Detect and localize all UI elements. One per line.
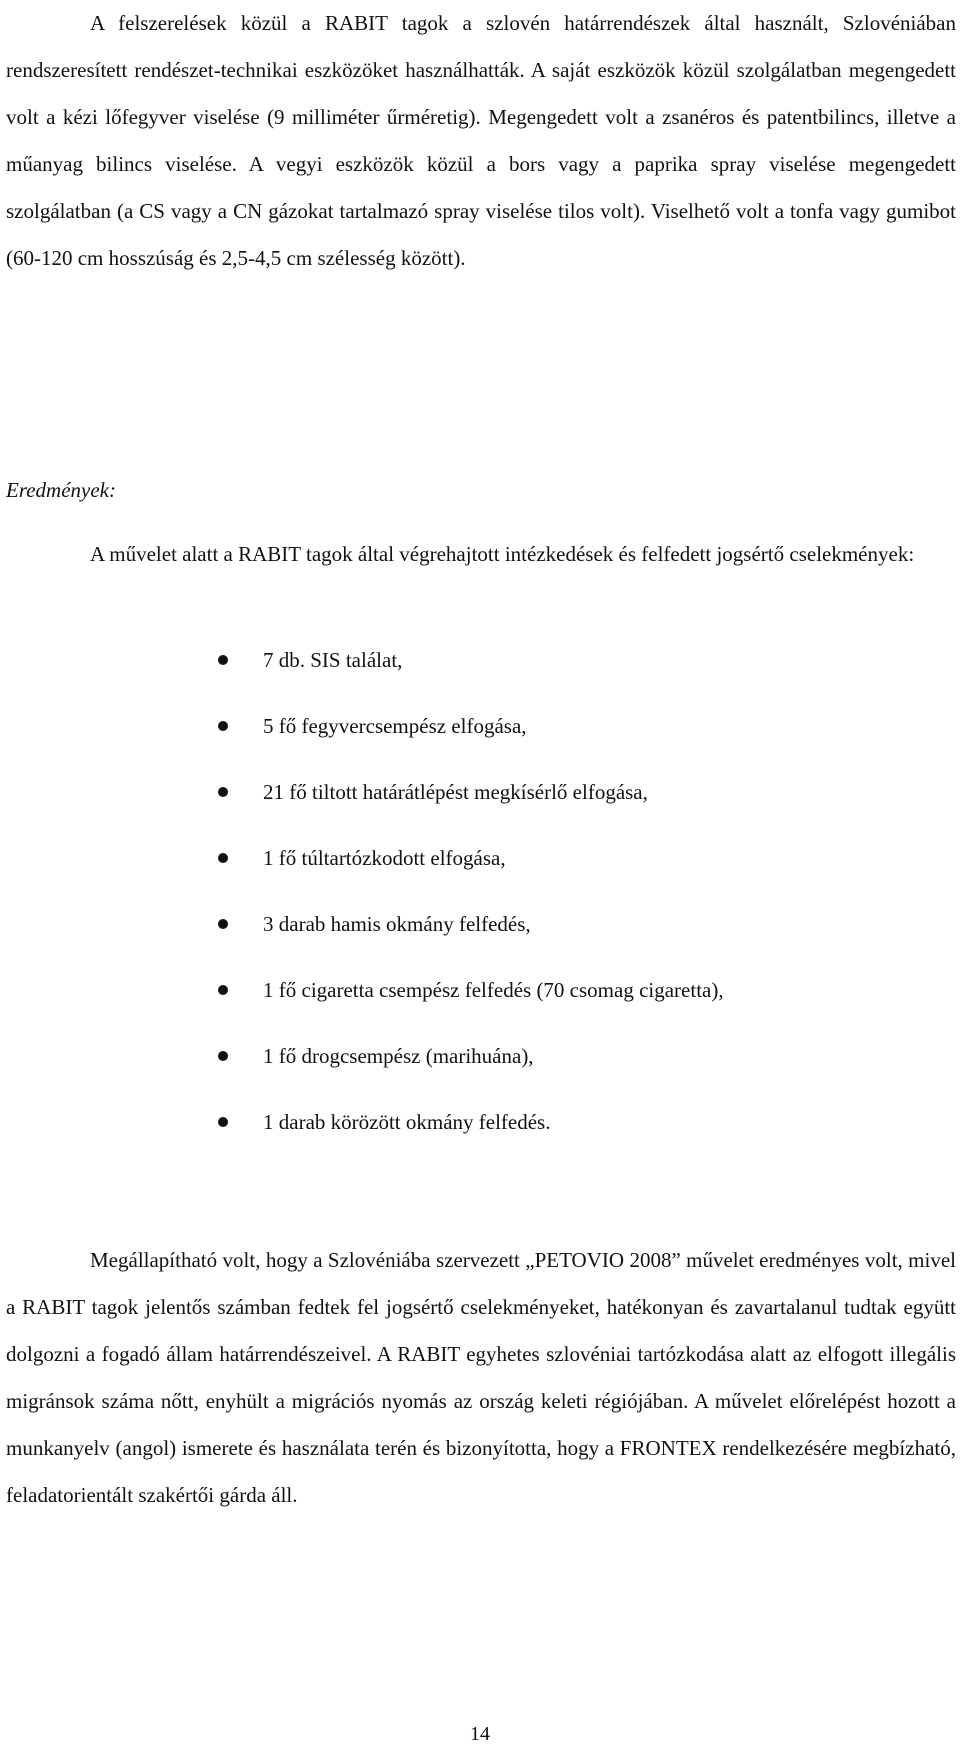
list-item-text: 1 fő drogcsempész (marihuána), (263, 1044, 534, 1068)
results-list (0, 645, 960, 1173)
list-item (0, 975, 960, 1041)
list-item-text: 1 fő túltartózkodott elfogása, (263, 846, 506, 870)
list-item (0, 1107, 960, 1173)
list-item (0, 645, 960, 711)
list-item (0, 843, 960, 909)
paragraph-results-intro: A művelet alatt a RABIT tagok által végrehajtott intézkedések és felfedett jogsértő cselekmények: (90, 542, 915, 566)
bullet-icon (218, 787, 228, 797)
bullet-icon (218, 919, 228, 929)
list-item (0, 711, 960, 777)
list-item-text: 7 db. SIS találat, (263, 648, 403, 672)
list-item-text: 3 darab hamis okmány felfedés, (263, 912, 531, 936)
paragraph-conclusion: Megállapítható volt, hogy a Szlovéniába szervezett „PETOVIO 2008” művelet eredményes volt, mivel a RABIT tagok jelentős számban fedtek fel jogsértő cselekményeket, hatékonyan és zavartalanul tudtak együtt dolgozni a fogadó állam határrendészeivel. A RABIT egyhetes szlovéniai tartózkodása alatt az elfogott illegális migránsok száma nőtt, enyhült a migrációs nyomás az ország keleti régiójában. A művelet előrelépést hozott a munkanyelv (angol) ismerete és használata terén és bizonyította, hogy a FRONTEX rendelkezésére megbízható, feladatorientált szakértői gárda áll. (6, 1248, 956, 1507)
paragraph-equipment: A felszerelések közül a RABIT tagok a szlovén határrendészek által használt, Szlovéniában rendszeresített rendészet-technikai eszközöket használhatták. A saját eszközök közül szolgálatban megengedett volt a kézi lőfegyver viselése (9 milliméter űrméretig). Megengedett volt a zsanéros és patentbilincs, illetve a műanyag bilincs viselése. A vegyi eszközök közül a bors vagy a paprika spray viselése megengedett szolgálatban (a CS vagy a CN gázokat tartalmazó spray viselése tilos volt). Viselhető volt a tonfa vagy gumibot (60-120 cm hosszúság és 2,5-4,5 cm szélesség között). (6, 11, 956, 270)
bullet-icon (218, 1051, 228, 1061)
bullet-icon (218, 853, 228, 863)
bullet-icon (218, 985, 228, 995)
page-number: 14 (470, 1723, 490, 1745)
bullet-icon (218, 1117, 228, 1127)
list-item (0, 1041, 960, 1107)
list-item (0, 909, 960, 975)
bullet-icon (218, 655, 228, 665)
list-item-text: 5 fő fegyvercsempész elfogása, (263, 714, 527, 738)
list-item-text: 21 fő tiltott határátlépést megkísérlő elfogása, (263, 780, 648, 804)
bullet-icon (218, 721, 228, 731)
section-heading-results: Eredmények: (6, 478, 116, 502)
list-item-text: 1 darab körözött okmány felfedés. (263, 1110, 551, 1134)
list-item (0, 777, 960, 843)
list-item-text: 1 fő cigaretta csempész felfedés (70 csomag cigaretta), (263, 978, 724, 1002)
